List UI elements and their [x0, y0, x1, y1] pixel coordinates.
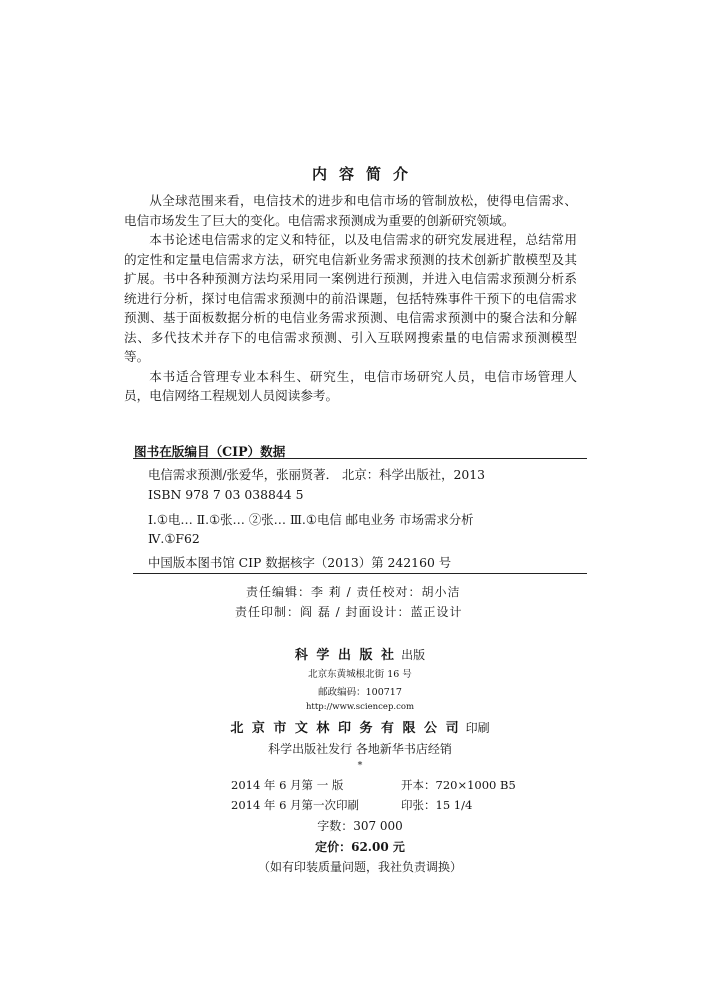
publisher-address: 北京东黄城根北街 16 号: [308, 669, 412, 680]
publish-label: 出版: [401, 648, 426, 662]
summary-title: 内容简介: [311, 165, 420, 183]
printer-name: 北 京 市 文 林 印 务 有 限 公 司: [230, 721, 461, 736]
quality-notice: （如有印装质量问题，我社负责调换）: [257, 860, 462, 874]
credits-editor-proofreader: 责任编辑：李 莉 / 责任校对：胡小洁: [246, 585, 461, 599]
cip-line-isbn: ISBN 978 7 03 038844 5: [148, 487, 304, 502]
print-label: 印刷: [465, 721, 490, 735]
summary-body: [124, 191, 577, 406]
edition-date: 2014 年 6 月第 一 版: [231, 778, 344, 792]
printed-sheets: 印张：15 1/4: [401, 798, 473, 812]
cip-line-number: 中国版本图书馆 CIP 数据核字（2013）第 242160 号: [148, 555, 452, 570]
summary-paragraph-3: 本书适合管理专业本科生、研究生，电信市场研究人员，电信市场管理人员，电信网络工程规划人员阅读参考。: [124, 368, 577, 403]
publisher-name: 科 学 出 版 社: [294, 648, 396, 663]
publisher-url: http://www.sciencep.com: [305, 702, 415, 712]
cip-top-rule: [133, 458, 587, 459]
cip-title: 图书在版编目（CIP）数据: [134, 444, 286, 459]
summary-paragraph-1: 从全球范围来看，电信技术的进步和电信市场的管制放松，使得电信需求、电信市场发生了巨大的变化。电信需求预测成为重要的创新研究领域。: [124, 193, 577, 228]
cip-line-classification: Ⅳ.①F62: [148, 531, 200, 546]
publisher-line: [0, 644, 720, 663]
credits-print-cover: 责任印制：阎 磊 / 封面设计：蓝正设计: [235, 605, 463, 619]
cip-line-subjects: Ⅰ.①电… Ⅱ.①张… ②张… Ⅲ.①电信 邮电业务 市场需求分析: [148, 512, 474, 527]
book-format: 开本：720×1000 B5: [401, 778, 516, 792]
price: 定价：62.00 元: [315, 840, 405, 854]
separator-star: *: [357, 760, 363, 771]
publisher-postcode: 邮政编码：100717: [318, 687, 402, 698]
distribution-line: 科学出版社发行 各地新华书店经销: [268, 742, 452, 756]
word-count: 字数：307 000: [317, 819, 403, 833]
cip-bottom-rule: [133, 573, 587, 574]
cip-line-title-author: 电信需求预测/张爱华，张丽贤著． 北京：科学出版社，2013: [148, 467, 486, 482]
print-date: 2014 年 6 月第一次印刷: [231, 798, 360, 812]
summary-paragraph-2: 本书论述电信需求的定义和特征，以及电信需求的研究发展进程，总结常用的定性和定量电信需求方法，研究电信新业务需求预测的技术创新扩散模型及其扩展。书中各种预测方法均采用同一案例进行预测，并进入电信需求预测分析系统进行分析，探讨电信需求预测中的前沿课题，包括特殊事件干预下的电信需求预测、基于面板数据分析的电信业务需求预测、电信需求预测中的聚合法和分解法、多代技术并存下的电信需求预测、引入互联网搜索量的电信需求预测模型等。: [124, 232, 577, 364]
printer-line: [0, 717, 720, 736]
